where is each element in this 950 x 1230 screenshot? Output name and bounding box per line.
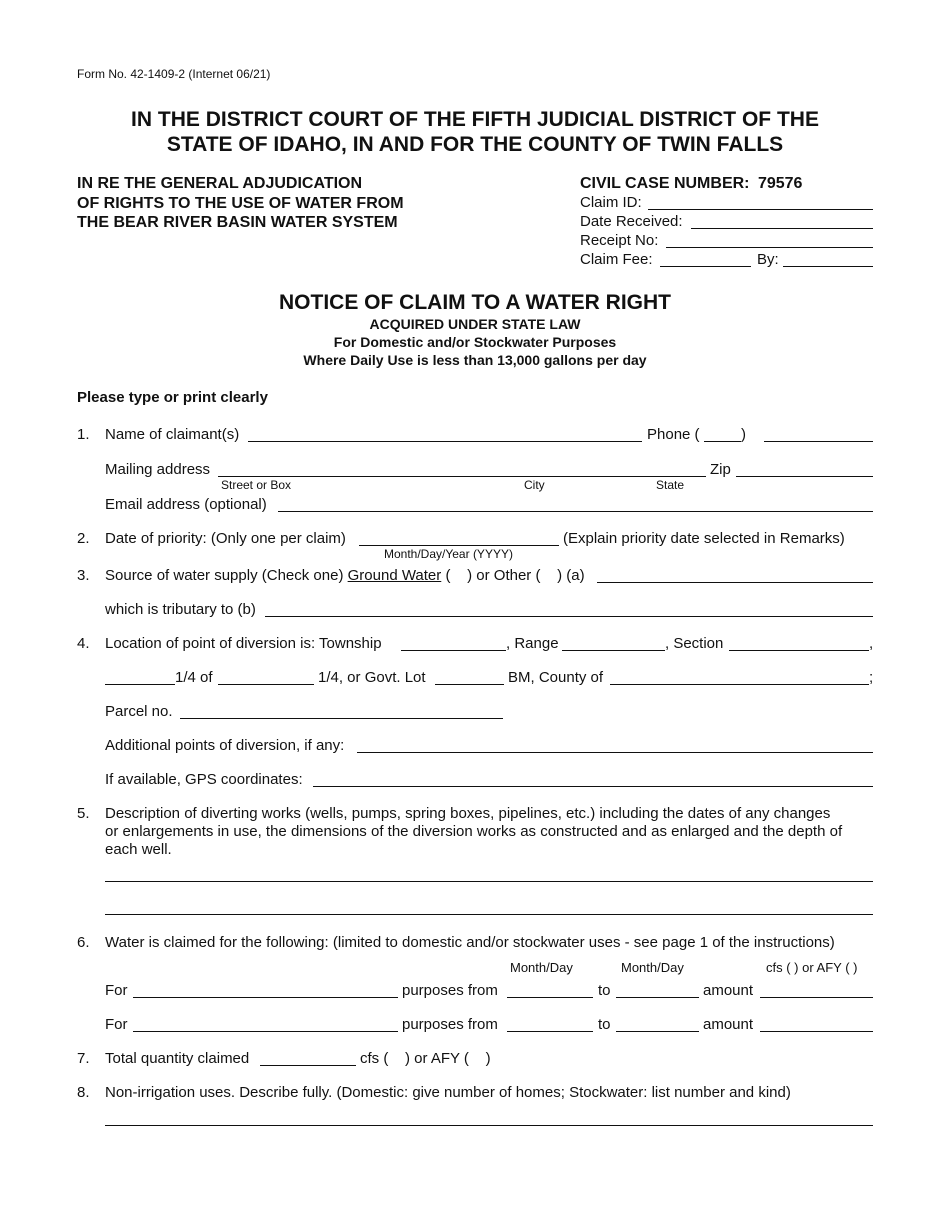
amount-label: amount — [703, 1016, 754, 1033]
description-line3: each well. — [105, 841, 172, 858]
to-label: to — [598, 982, 611, 999]
date-received-label: Date Received: — [580, 213, 683, 230]
item-number: 8. — [77, 1084, 90, 1101]
item-number: 2. — [77, 530, 90, 547]
parcel-field[interactable] — [180, 718, 503, 719]
section-field[interactable] — [729, 650, 869, 651]
claim-id-label: Claim ID: — [580, 194, 642, 211]
source-line — [105, 567, 585, 585]
to-date-field-1[interactable] — [616, 997, 699, 998]
item-number: 1. — [77, 426, 90, 443]
zip-label: Zip — [710, 461, 731, 478]
phone-area-code-field[interactable] — [704, 441, 741, 442]
description-line2: or enlargements in use, the dimensions of the diversion works as constructed and as enlarged and the depth of — [105, 823, 843, 840]
non-irrigation-label: Non-irrigation uses. Describe fully. (Domestic: give number of homes; Stockwater: list number and kind) — [105, 1084, 791, 1101]
tributary-field[interactable] — [265, 616, 873, 617]
additional-points-field[interactable] — [357, 752, 873, 753]
from-date-field-2[interactable] — [507, 1031, 593, 1032]
for-label: For — [105, 1016, 128, 1033]
priority-date-field[interactable] — [359, 545, 559, 546]
phone-label: Phone ( — [647, 426, 700, 443]
court-title-line1: IN THE DISTRICT COURT OF THE FIFTH JUDICIAL DISTRICT OF THE — [131, 108, 819, 131]
to-date-field-2[interactable] — [616, 1031, 699, 1032]
amount-label: amount — [703, 982, 754, 999]
cfs-afy-header: cfs ( ) or AFY ( ) — [766, 960, 858, 975]
additional-points-label: Additional points of diversion, if any: — [105, 737, 345, 754]
in-re-line1: IN RE THE GENERAL ADJUDICATION — [77, 175, 363, 192]
priority-caption: Month/Day/Year (YYYY) — [384, 547, 513, 561]
notice-subtitle2: For Domestic and/or Stockwater Purposes — [333, 334, 617, 350]
receipt-no-field[interactable] — [666, 247, 873, 248]
mailing-address-field[interactable] — [218, 476, 706, 477]
by-label: By: — [757, 251, 779, 268]
govt-lot-label: 1/4, or Govt. Lot — [318, 669, 426, 686]
quarter-field[interactable] — [218, 684, 314, 685]
receipt-no-label: Receipt No: — [580, 232, 659, 249]
month-day-header-1: Month/Day — [510, 960, 573, 975]
ground-water-label: Ground Water — [347, 567, 442, 584]
claimant-name-field[interactable] — [248, 441, 642, 442]
instruction: Please type or print clearly — [77, 389, 268, 406]
court-title-line2: STATE OF IDAHO, IN AND FOR THE COUNTY OF TWIN FALLS — [166, 133, 784, 156]
notice-subtitle3: Where Daily Use is less than 13,000 gallons per day — [303, 352, 647, 368]
month-day-header-2: Month/Day — [621, 960, 684, 975]
claim-id-field[interactable] — [648, 209, 873, 210]
zip-field[interactable] — [736, 476, 873, 477]
item-number: 7. — [77, 1050, 90, 1067]
in-re-line3: THE BEAR RIVER BASIN WATER SYSTEM — [77, 214, 398, 231]
location-semicolon: ; — [869, 669, 874, 686]
quarter-of-label: 1/4 of — [175, 669, 213, 686]
range-field[interactable] — [562, 650, 665, 651]
quarter-quarter-field[interactable] — [105, 684, 175, 685]
item-number: 6. — [77, 934, 90, 951]
email-label: Email address (optional) — [105, 496, 267, 513]
city-caption: City — [524, 478, 545, 492]
purposes-from-label: purposes from — [402, 982, 498, 999]
phone-paren-close: ) — [741, 426, 746, 443]
for-label: For — [105, 982, 128, 999]
amount-field-2[interactable] — [760, 1031, 873, 1032]
civil-case-label — [580, 175, 802, 193]
from-date-field-1[interactable] — [507, 997, 593, 998]
township-field[interactable] — [401, 650, 506, 651]
total-quantity-label: Total quantity claimed — [105, 1050, 250, 1067]
claim-fee-field[interactable] — [660, 266, 751, 267]
gps-field[interactable] — [313, 786, 873, 787]
total-units-label: cfs ( ) or AFY ( ) — [360, 1050, 491, 1067]
gps-label: If available, GPS coordinates: — [105, 771, 303, 788]
bm-county-label: BM, County of — [508, 669, 604, 686]
item-number: 5. — [77, 805, 90, 822]
claim-fee-label: Claim Fee: — [580, 251, 653, 268]
purposes-from-label: purposes from — [402, 1016, 498, 1033]
parcel-label: Parcel no. — [105, 703, 173, 720]
county-field[interactable] — [610, 684, 869, 685]
date-received-field[interactable] — [691, 228, 873, 229]
location-comma: , — [869, 635, 874, 652]
notice-subtitle1: ACQUIRED UNDER STATE LAW — [369, 316, 581, 332]
govt-lot-field[interactable] — [435, 684, 504, 685]
source-options: ( ) or Other ( ) (a) — [445, 567, 585, 584]
total-quantity-field[interactable] — [260, 1065, 356, 1066]
in-re-line2: OF RIGHTS TO THE USE OF WATER FROM — [77, 195, 404, 212]
state-caption: State — [656, 478, 685, 492]
source-label: Source of water supply (Check one) — [105, 567, 344, 584]
mailing-label: Mailing address — [105, 461, 211, 478]
email-field[interactable] — [278, 511, 873, 512]
form-number: Form No. 42-1409-2 (Internet 06/21) — [77, 67, 271, 81]
item-number: 3. — [77, 567, 90, 584]
to-label: to — [598, 1016, 611, 1033]
civil-case-number: 79576 — [757, 175, 803, 192]
water-claimed-label: Water is claimed for the following: (limited to domestic and/or stockwater uses - see page 1 of the instructions) — [105, 934, 835, 951]
range-label: , Range — [506, 635, 559, 652]
item-number: 4. — [77, 635, 90, 652]
amount-field-1[interactable] — [760, 997, 873, 998]
purpose-field-1[interactable] — [133, 997, 398, 998]
street-caption: Street or Box — [221, 478, 292, 492]
phone-number-field[interactable] — [764, 441, 873, 442]
description-line1: Description of diverting works (wells, pumps, spring boxes, pipelines, etc.) including the dates of any changes — [105, 805, 831, 822]
priority-label: Date of priority: (Only one per claim) — [105, 530, 346, 547]
section-label: , Section — [665, 635, 724, 652]
civil-case-label-text: CIVIL CASE NUMBER: — [580, 175, 750, 192]
purpose-field-2[interactable] — [133, 1031, 398, 1032]
location-label: Location of point of diversion is: Township — [105, 635, 382, 652]
claimant-label: Name of claimant(s) — [105, 426, 240, 443]
notice-title: NOTICE OF CLAIM TO A WATER RIGHT — [279, 291, 671, 314]
priority-explain: (Explain priority date selected in Remarks) — [563, 530, 845, 547]
source-other-field[interactable] — [597, 582, 873, 583]
description-field-line1[interactable] — [105, 881, 873, 882]
by-field[interactable] — [783, 266, 873, 267]
non-irrigation-field[interactable] — [105, 1125, 873, 1126]
tributary-label: which is tributary to (b) — [105, 601, 256, 618]
description-field-line2[interactable] — [105, 914, 873, 915]
